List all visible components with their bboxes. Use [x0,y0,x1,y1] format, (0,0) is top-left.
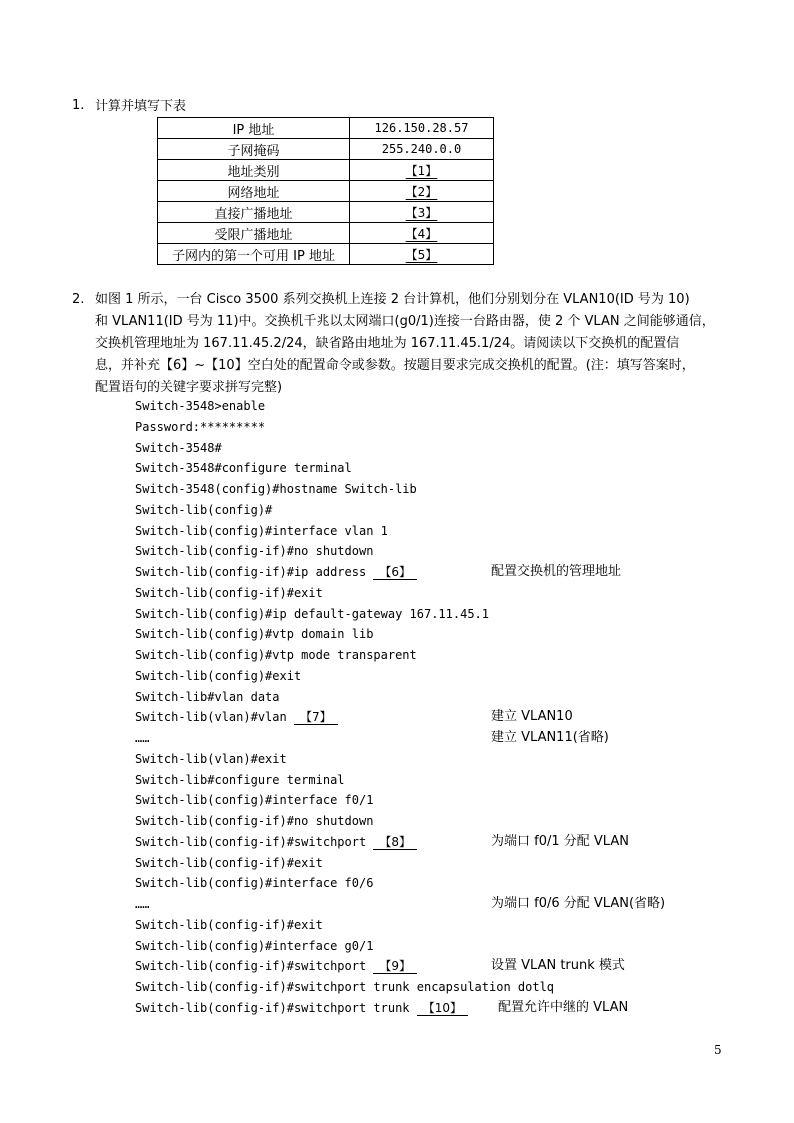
question-1-title: 计算并填写下表 [95,99,187,114]
config-line [135,440,222,456]
config-line [135,543,373,559]
config-command: Password:********* [135,420,266,434]
row-label: 地址类别 [158,160,350,181]
config-note: 配置允许中继的 VLAN [498,1000,629,1015]
config-line [135,419,265,435]
config-line [135,938,373,954]
row-label: 受限广播地址 [158,223,350,244]
config-command: Switch-lib(config)#interface g0/1 [135,939,374,953]
question-2-line: 息，并补充【6】~【10】空白处的配置命令或参数。按题目要求完成交换机的配置。(注：填写答案时， [95,358,695,373]
config-line [135,689,280,705]
config-line [135,523,388,539]
config-command: Switch-lib(config-if)#switchport trunk [135,1001,417,1015]
config-command: Switch-lib(config)#interface f0/6 [135,876,374,890]
config-command: Switch-lib(config-if)#exit [135,586,323,600]
config-command: Switch-lib(config)#interface f0/1 [135,793,374,807]
table-row [158,139,494,160]
question-2-line: 和 VLAN11(ID 号为 11)中。交换机千兆以太网端口(g0/1)连接一台路由器，使 2 个 VLAN 之间能够通信， [95,314,715,329]
answer-blank[interactable]: 【9】 [373,959,417,974]
config-line [135,647,417,663]
answer-blank[interactable]: 【6】 [373,565,417,580]
question-2-line: 交换机管理地址为 167.11.45.2/24，缺省路由地址为 167.11.45.1/24。请阅读以下交换机的配置信 [95,336,680,351]
config-line [135,875,373,891]
config-line [135,855,323,871]
config-command: Switch-lib(config)#exit [135,669,302,683]
config-line [135,958,417,974]
answer-blank[interactable]: 【8】 [373,835,417,850]
config-line [135,398,265,414]
config-line [135,460,352,476]
row-label: IP 地址 [158,118,350,139]
config-command: Switch-lib#configure terminal [135,773,345,787]
config-line [135,564,417,580]
row-label: 子网掩码 [158,139,350,160]
config-command: Switch-lib(config-if)#switchport [135,959,374,973]
config-note: 建立 VLAN10 [491,709,573,724]
config-note: 为端口 f0/1 分配 VLAN [491,834,629,849]
config-line [135,1000,468,1016]
row-label: 直接广播地址 [158,202,350,223]
answer-blank-5[interactable]: 【5】 [405,247,438,262]
config-line [135,772,345,788]
config-command: Switch-3548#configure terminal [135,461,352,475]
question-2-line: 如图 1 所示，一台 Cisco 3500 系列交换机上连接 2 台计算机，他们分别划分在 VLAN10(ID 号为 10) [95,292,690,307]
config-command: Switch-lib(config)#interface vlan 1 [135,524,388,538]
config-line [135,626,373,642]
config-line [135,502,272,518]
config-line [135,709,338,725]
table-row [158,202,494,223]
answer-blank-1[interactable]: 【1】 [405,163,438,178]
config-line [135,481,417,497]
config-command: …… [135,731,150,745]
answer-blank-2[interactable]: 【2】 [405,184,438,199]
config-command: Switch-lib(config)#ip default-gateway 167.11.45.1 [135,607,490,621]
row-label: 网络地址 [158,181,350,202]
table-row [158,223,494,244]
answer-blank-4[interactable]: 【4】 [405,226,438,241]
table-row [158,160,494,181]
config-note: 配置交换机的管理地址 [491,564,622,579]
config-line [135,751,287,767]
row-value: 255.240.0.0 [350,139,494,160]
row-label: 子网内的第一个可用 IP 地址 [158,244,350,265]
config-command: Switch-lib(config-if)#exit [135,856,323,870]
config-line [135,834,417,850]
config-command: Switch-lib#vlan data [135,690,280,704]
answer-blank[interactable]: 【7】 [294,710,338,725]
row-value: 126.150.28.57 [350,118,494,139]
config-command: Switch-lib(vlan)#vlan [135,710,294,724]
config-command: Switch-3548>enable [135,399,266,413]
config-command: Switch-3548# [135,441,222,455]
config-command: Switch-lib(config-if)#switchport [135,835,374,849]
question-1-number: 1. [72,98,85,113]
config-command: …… [135,897,150,911]
config-command: Switch-lib(config-if)#switchport trunk encapsulation dotlq [135,980,555,994]
question-2-line: 配置语句的关键字要求拼写完整) [95,380,283,395]
config-line [135,585,323,601]
question-2-number: 2. [72,292,85,307]
config-command: Switch-lib(config-if)#no shutdown [135,814,374,828]
config-note: 为端口 f0/6 分配 VLAN(省略) [491,896,666,911]
config-command: Switch-lib(config-if)#no shutdown [135,544,374,558]
page-number: 5 [714,1043,722,1057]
table-row [158,118,494,139]
answer-blank-3[interactable]: 【3】 [405,205,438,220]
config-line [135,813,373,829]
config-line [135,979,554,995]
config-line [135,896,149,912]
answer-blank[interactable]: 【10】 [417,1001,468,1016]
config-line [135,730,149,746]
config-command: Switch-lib(config)#vtp domain lib [135,627,374,641]
config-line [135,792,373,808]
config-command: Switch-lib(config-if)#ip address [135,565,374,579]
table-row [158,181,494,202]
question-2-text [95,289,735,399]
config-command: Switch-lib(config)#vtp mode transparent [135,648,417,662]
config-line [135,668,301,684]
config-note: 建立 VLAN11(省略) [491,730,609,745]
config-command: Switch-lib(vlan)#exit [135,752,287,766]
table-row [158,244,494,265]
ip-calculation-table [157,117,494,265]
config-line [135,606,489,622]
config-command: Switch-3548(config)#hostname Switch-lib [135,482,417,496]
config-line [135,917,323,933]
config-command: Switch-lib(config-if)#exit [135,918,323,932]
config-command: Switch-lib(config)# [135,503,273,517]
config-note: 设置 VLAN trunk 模式 [491,958,625,973]
